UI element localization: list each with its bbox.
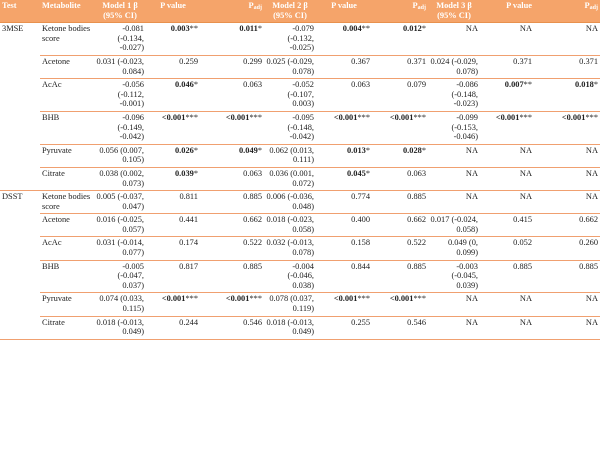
model1-padj-cell xyxy=(200,316,264,339)
model1-p-cell xyxy=(146,260,200,293)
p-value-text: 0.546 xyxy=(407,317,426,327)
p-value-text: 0.052 xyxy=(513,238,532,248)
model2-p-cell xyxy=(316,23,372,56)
p-value-text: 0.063 xyxy=(243,168,262,178)
model2-padj-cell xyxy=(372,144,428,167)
model1-p-cell xyxy=(146,237,200,260)
model3-padj-cell xyxy=(534,111,600,144)
model2-estimate-cell: 0.018 (-0.013, 0.049) xyxy=(264,316,316,339)
table-row xyxy=(0,79,600,112)
p-value-text: NA xyxy=(585,168,598,178)
significance-stars: *** xyxy=(249,294,262,304)
p-value-text: <0.001 xyxy=(561,112,586,122)
model1-estimate-cell: 0.018 (-0.013, 0.049) xyxy=(94,316,146,339)
p-value-text: NA xyxy=(585,24,598,34)
significance-stars: ** xyxy=(523,80,532,90)
model1-estimate-cell: 0.005 (-0.037, 0.047) xyxy=(94,191,146,214)
p-value-text: 0.774 xyxy=(351,192,370,202)
p-value-text: 0.811 xyxy=(179,192,198,202)
model3-p-cell xyxy=(480,316,534,339)
model1-padj-cell xyxy=(200,167,264,190)
model2-estimate-cell: 0.078 (0.037, 0.119) xyxy=(264,293,316,316)
model2-p-cell xyxy=(316,260,372,293)
p-value-text: 0.260 xyxy=(579,238,598,248)
p-value-text: NA xyxy=(585,294,598,304)
significance-stars: *** xyxy=(585,112,598,122)
model1-estimate-cell: 0.056 (0.007, 0.105) xyxy=(94,144,146,167)
p-value-text: 0.885 xyxy=(243,261,262,271)
table-row xyxy=(0,191,600,214)
p-value-text: 0.045 xyxy=(346,168,366,178)
model1-estimate-cell: 0.031 (-0.023, 0.084) xyxy=(94,55,146,78)
model3-padj-cell xyxy=(534,237,600,260)
model1-padj-cell xyxy=(200,144,264,167)
p-value-text: 0.063 xyxy=(407,168,426,178)
model1-p-cell xyxy=(146,23,200,56)
p-value-text: 0.013 xyxy=(346,145,366,155)
model2-padj-cell xyxy=(372,167,428,190)
table-row xyxy=(0,293,600,316)
p-value-text: 0.885 xyxy=(579,261,598,271)
p-value-text: NA xyxy=(585,145,598,155)
p-value-text: 0.259 xyxy=(179,56,198,66)
p-value-text: 0.049 xyxy=(238,145,258,155)
significance-stars: *** xyxy=(357,294,370,304)
p-value-text: 0.255 xyxy=(351,317,370,327)
p-value-text: 0.415 xyxy=(513,215,532,225)
significance-stars: *** xyxy=(185,112,198,122)
significance-stars: * xyxy=(193,145,198,155)
p-value-text: 0.371 xyxy=(579,56,598,66)
p-value-text: <0.001 xyxy=(333,112,358,122)
model1-estimate-cell: -0.096 (-0.149, -0.042) xyxy=(94,111,146,144)
p-value-text: NA xyxy=(519,192,532,202)
p-value-text: 0.662 xyxy=(243,215,262,225)
significance-stars: *** xyxy=(519,112,532,122)
model3-p-cell xyxy=(480,23,534,56)
p-value-text: <0.001 xyxy=(333,294,358,304)
p-value-text: 0.079 xyxy=(407,80,426,90)
metabolite-cell: AcAc xyxy=(40,237,94,260)
p-value-text: NA xyxy=(519,145,532,155)
p-value-text: 0.367 xyxy=(351,56,370,66)
p-value-text: 0.885 xyxy=(407,192,426,202)
table-row xyxy=(0,111,600,144)
significance-stars: ** xyxy=(189,24,198,34)
model3-p-cell xyxy=(480,111,534,144)
table-row xyxy=(0,214,600,237)
model2-padj-cell xyxy=(372,293,428,316)
model3-estimate-cell: NA xyxy=(428,293,480,316)
p-value-text: <0.001 xyxy=(389,112,414,122)
model3-p-cell xyxy=(480,260,534,293)
model3-p-cell xyxy=(480,293,534,316)
metabolite-cell: BHB xyxy=(40,260,94,293)
table-row xyxy=(0,23,600,56)
model1-p-cell xyxy=(146,214,200,237)
p-value-text: 0.371 xyxy=(407,56,426,66)
model1-padj-cell xyxy=(200,293,264,316)
p-value-text: 0.011 xyxy=(239,24,258,34)
model3-p-cell xyxy=(480,191,534,214)
p-value-text: NA xyxy=(519,317,532,327)
model3-estimate-cell: 0.049 (0, 0.099) xyxy=(428,237,480,260)
header-p1: P value xyxy=(146,0,200,23)
header-model1: Model 1 β (95% CI) xyxy=(94,0,146,23)
model1-padj-cell xyxy=(200,23,264,56)
p-value-text: 0.299 xyxy=(243,56,262,66)
model1-padj-cell xyxy=(200,55,264,78)
model3-estimate-cell: NA xyxy=(428,167,480,190)
model3-p-cell xyxy=(480,167,534,190)
significance-stars: * xyxy=(593,80,598,90)
p-value-text: 0.662 xyxy=(579,215,598,225)
metabolite-cell: AcAc xyxy=(40,79,94,112)
model2-estimate-cell: 0.006 (-0.036, 0.048) xyxy=(264,191,316,214)
model2-p-cell xyxy=(316,79,372,112)
header-padj2: Padj xyxy=(372,0,428,23)
metabolite-cell: Acetone xyxy=(40,55,94,78)
p-value-text: 0.018 xyxy=(574,80,594,90)
model1-p-cell xyxy=(146,111,200,144)
model1-padj-cell xyxy=(200,191,264,214)
model2-p-cell xyxy=(316,316,372,339)
model2-p-cell xyxy=(316,191,372,214)
model2-estimate-cell: -0.079 (-0.132, -0.025) xyxy=(264,23,316,56)
model3-padj-cell xyxy=(534,260,600,293)
p-value-text: 0.158 xyxy=(351,238,370,248)
model1-p-cell xyxy=(146,144,200,167)
p-value-text: NA xyxy=(519,168,532,178)
model2-estimate-cell: -0.052 (-0.107, 0.003) xyxy=(264,79,316,112)
p-value-text: 0.885 xyxy=(407,261,426,271)
model2-padj-cell xyxy=(372,260,428,293)
model2-p-cell xyxy=(316,55,372,78)
p-value-text: 0.885 xyxy=(243,192,262,202)
model3-estimate-cell: 0.024 (-0.029, 0.078) xyxy=(428,55,480,78)
significance-stars: *** xyxy=(413,112,426,122)
test-name-cell: 3MSE xyxy=(0,23,40,191)
table-row xyxy=(0,316,600,339)
model2-padj-cell xyxy=(372,191,428,214)
p-value-text: <0.001 xyxy=(389,294,414,304)
model3-padj-cell xyxy=(534,23,600,56)
significance-stars: *** xyxy=(413,294,426,304)
model3-padj-cell xyxy=(534,293,600,316)
model1-estimate-cell: 0.038 (0.002, 0.073) xyxy=(94,167,146,190)
significance-stars: *** xyxy=(357,112,370,122)
p-value-text: 0.012 xyxy=(402,24,422,34)
p-value-text: 0.039 xyxy=(174,168,194,178)
p-value-text: 0.817 xyxy=(179,261,198,271)
model2-p-cell xyxy=(316,167,372,190)
metabolite-cell: Ketone bodies score xyxy=(40,23,94,56)
p-value-text: NA xyxy=(519,24,532,34)
p-value-text: 0.007 xyxy=(504,80,524,90)
p-value-text: 0.371 xyxy=(513,56,532,66)
model2-estimate-cell: 0.062 (0.013, 0.111) xyxy=(264,144,316,167)
table-row xyxy=(0,55,600,78)
metabolite-cell: Citrate xyxy=(40,316,94,339)
model2-estimate-cell: -0.095 (-0.148, -0.042) xyxy=(264,111,316,144)
header-padj3: Padj xyxy=(534,0,600,23)
p-value-text: <0.001 xyxy=(495,112,520,122)
header-model2: Model 2 β (95% CI) xyxy=(264,0,316,23)
model2-p-cell xyxy=(316,111,372,144)
p-value-text: 0.063 xyxy=(243,80,262,90)
model1-estimate-cell: 0.074 (0.033, 0.115) xyxy=(94,293,146,316)
model2-estimate-cell: 0.036 (0.001, 0.072) xyxy=(264,167,316,190)
p-value-text: 0.174 xyxy=(179,238,198,248)
model2-estimate-cell: 0.018 (-0.023, 0.058) xyxy=(264,214,316,237)
model3-p-cell xyxy=(480,237,534,260)
header-p2: P value xyxy=(316,0,372,23)
header-p3: P value xyxy=(480,0,534,23)
model1-p-cell xyxy=(146,55,200,78)
model1-p-cell xyxy=(146,191,200,214)
model2-p-cell xyxy=(316,144,372,167)
model2-padj-cell xyxy=(372,237,428,260)
model3-padj-cell xyxy=(534,316,600,339)
p-value-text: 0.244 xyxy=(179,317,198,327)
p-value-text: 0.003 xyxy=(170,24,190,34)
table-row xyxy=(0,260,600,293)
p-value-text: 0.522 xyxy=(407,238,426,248)
significance-stars: * xyxy=(257,24,262,34)
model1-estimate-cell: -0.081 (-0.134, -0.027) xyxy=(94,23,146,56)
model1-estimate-cell: 0.031 (-0.014, 0.077) xyxy=(94,237,146,260)
p-value-text: 0.441 xyxy=(179,215,198,225)
model2-p-cell xyxy=(316,293,372,316)
p-value-text: 0.400 xyxy=(351,215,370,225)
model3-estimate-cell: NA xyxy=(428,191,480,214)
p-value-text: 0.844 xyxy=(351,261,370,271)
model2-estimate-cell: 0.025 (-0.029, 0.078) xyxy=(264,55,316,78)
p-value-text: 0.004 xyxy=(342,24,362,34)
model1-padj-cell xyxy=(200,237,264,260)
significance-stars: * xyxy=(365,145,370,155)
model2-padj-cell xyxy=(372,79,428,112)
p-value-text: 0.522 xyxy=(243,238,262,248)
p-value-text: 0.662 xyxy=(407,215,426,225)
model3-estimate-cell: NA xyxy=(428,144,480,167)
model3-padj-cell xyxy=(534,55,600,78)
significance-stars: *** xyxy=(249,112,262,122)
model3-estimate-cell: NA xyxy=(428,23,480,56)
model3-estimate-cell: -0.003 (-0.045, 0.039) xyxy=(428,260,480,293)
model3-p-cell xyxy=(480,144,534,167)
model3-estimate-cell: NA xyxy=(428,316,480,339)
p-value-text: 0.063 xyxy=(351,80,370,90)
p-value-text: NA xyxy=(585,317,598,327)
model1-p-cell xyxy=(146,293,200,316)
metabolite-cell: Pyruvate xyxy=(40,144,94,167)
p-value-text: 0.546 xyxy=(243,317,262,327)
model2-estimate-cell: 0.032 (-0.013, 0.078) xyxy=(264,237,316,260)
significance-stars: * xyxy=(365,168,370,178)
model1-p-cell xyxy=(146,79,200,112)
p-value-text: NA xyxy=(519,294,532,304)
table-row xyxy=(0,167,600,190)
model3-padj-cell xyxy=(534,191,600,214)
significance-stars: * xyxy=(193,168,198,178)
significance-stars: * xyxy=(193,80,198,90)
model2-padj-cell xyxy=(372,214,428,237)
metabolite-cell: BHB xyxy=(40,111,94,144)
significance-stars: * xyxy=(421,145,426,155)
model3-padj-cell xyxy=(534,79,600,112)
p-value-text: <0.001 xyxy=(161,112,186,122)
metabolite-cell: Citrate xyxy=(40,167,94,190)
model1-p-cell xyxy=(146,316,200,339)
header-padj1: Padj xyxy=(200,0,264,23)
significance-stars: * xyxy=(421,24,426,34)
model1-padj-cell xyxy=(200,111,264,144)
model2-padj-cell xyxy=(372,23,428,56)
p-value-text: 0.885 xyxy=(513,261,532,271)
table-row xyxy=(0,144,600,167)
p-value-text: 0.046 xyxy=(174,80,194,90)
significance-stars: *** xyxy=(185,294,198,304)
model2-padj-cell xyxy=(372,55,428,78)
model1-estimate-cell: -0.005 (-0.047, 0.037) xyxy=(94,260,146,293)
model2-p-cell xyxy=(316,214,372,237)
header-test: Test xyxy=(0,0,40,23)
model1-p-cell xyxy=(146,167,200,190)
p-value-text: <0.001 xyxy=(225,112,250,122)
model2-padj-cell xyxy=(372,111,428,144)
table-body xyxy=(0,23,600,340)
model1-estimate-cell: 0.016 (-0.025, 0.057) xyxy=(94,214,146,237)
test-name-cell: DSST xyxy=(0,191,40,340)
table-row xyxy=(0,237,600,260)
model3-padj-cell xyxy=(534,167,600,190)
metabolite-cell: Ketone bodies score xyxy=(40,191,94,214)
model1-estimate-cell: -0.056 (-0.112, -0.001) xyxy=(94,79,146,112)
model3-p-cell xyxy=(480,55,534,78)
metabolite-cell: Pyruvate xyxy=(40,293,94,316)
p-value-text: <0.001 xyxy=(225,294,250,304)
model2-estimate-cell: -0.004 (-0.046, 0.038) xyxy=(264,260,316,293)
model1-padj-cell xyxy=(200,260,264,293)
model3-estimate-cell: 0.017 (-0.024, 0.058) xyxy=(428,214,480,237)
p-value-text: NA xyxy=(585,192,598,202)
p-value-text: <0.001 xyxy=(161,294,186,304)
model2-p-cell xyxy=(316,237,372,260)
model3-p-cell xyxy=(480,79,534,112)
metabolite-cell: Acetone xyxy=(40,214,94,237)
model3-p-cell xyxy=(480,214,534,237)
significance-stars: ** xyxy=(361,24,370,34)
model2-padj-cell xyxy=(372,316,428,339)
p-value-text: 0.028 xyxy=(402,145,422,155)
model3-padj-cell xyxy=(534,144,600,167)
model3-padj-cell xyxy=(534,214,600,237)
model3-estimate-cell: -0.099 (-0.153, -0.046) xyxy=(428,111,480,144)
model3-estimate-cell: -0.086 (-0.148, -0.023) xyxy=(428,79,480,112)
model1-padj-cell xyxy=(200,214,264,237)
p-value-text: 0.026 xyxy=(174,145,194,155)
header-metabolite: Metabolite xyxy=(40,0,94,23)
table-header xyxy=(0,0,600,23)
model1-padj-cell xyxy=(200,79,264,112)
significance-stars: * xyxy=(257,145,262,155)
header-model3: Model 3 β (95% CI) xyxy=(428,0,480,23)
